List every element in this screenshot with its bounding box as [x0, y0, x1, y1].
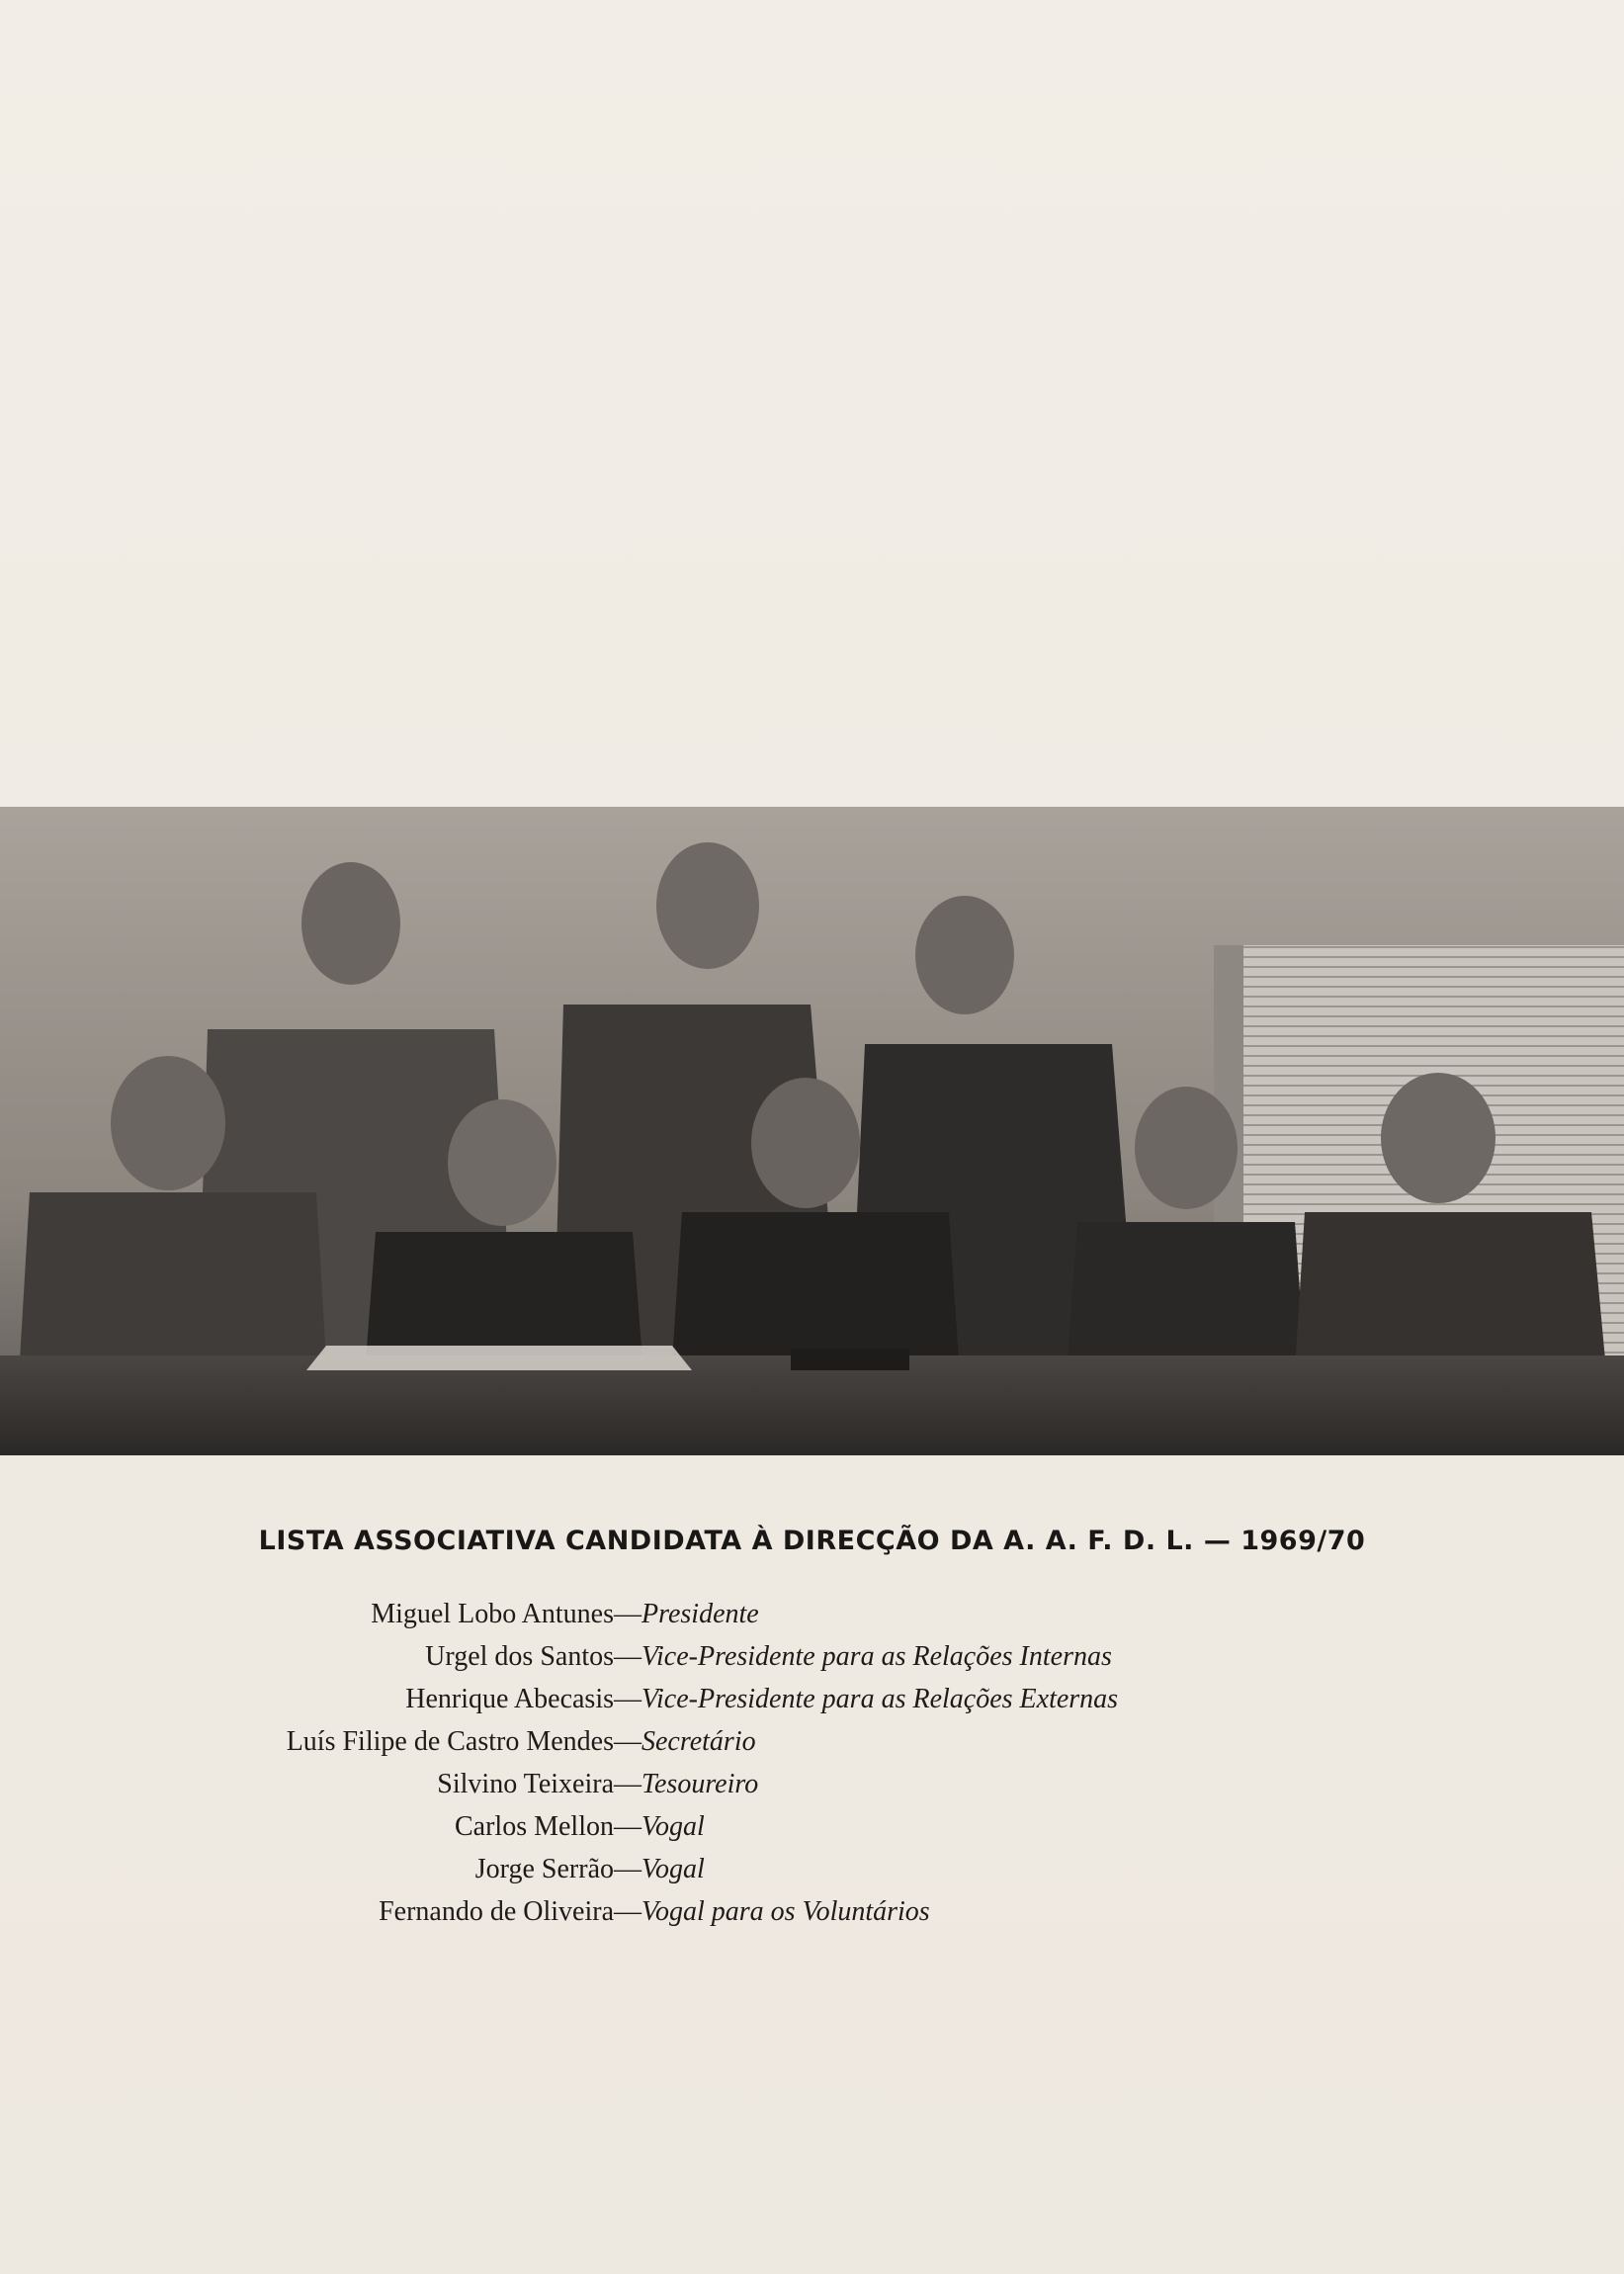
roster-role: Presidente: [641, 1599, 759, 1629]
roster-role: Vogal para os Voluntários: [641, 1896, 930, 1927]
caption: [0, 1526, 1624, 1556]
roster-name: Silvino Teixeira—: [437, 1769, 641, 1799]
roster-role: Vogal: [641, 1854, 705, 1884]
roster-role: Vice-Presidente para as Relações Externas: [641, 1684, 1119, 1714]
roster-name: Fernando de Oliveira—: [379, 1896, 641, 1927]
roster-role: Vogal: [641, 1811, 705, 1842]
roster-role: Vice-Presidente para as Relações Internas: [641, 1641, 1112, 1672]
roster-name: Henrique Abecasis—: [405, 1684, 641, 1714]
standing-figures: [198, 842, 1137, 1360]
roster-name: Miguel Lobo Antunes—: [371, 1599, 641, 1629]
papers-on-desk: [306, 1346, 692, 1370]
desk: [0, 1356, 1624, 1455]
group-photograph: [0, 807, 1624, 1455]
roster-name: Urgel dos Santos—: [425, 1641, 641, 1672]
roster-name: Luís Filipe de Castro Mendes—: [286, 1726, 641, 1757]
caption-heading: LISTA ASSOCIATIVA CANDIDATA À DIRECÇÃO DA A. A. F. D. L. — 1969/70: [258, 1526, 1366, 1556]
roster-name: Jorge Serrão—: [474, 1854, 641, 1884]
roster-role: Tesoureiro: [641, 1769, 759, 1799]
roster-role: Secretário: [641, 1726, 756, 1757]
photo-illustration: [0, 807, 1624, 1455]
roster-name: Carlos Mellon—: [455, 1811, 641, 1842]
